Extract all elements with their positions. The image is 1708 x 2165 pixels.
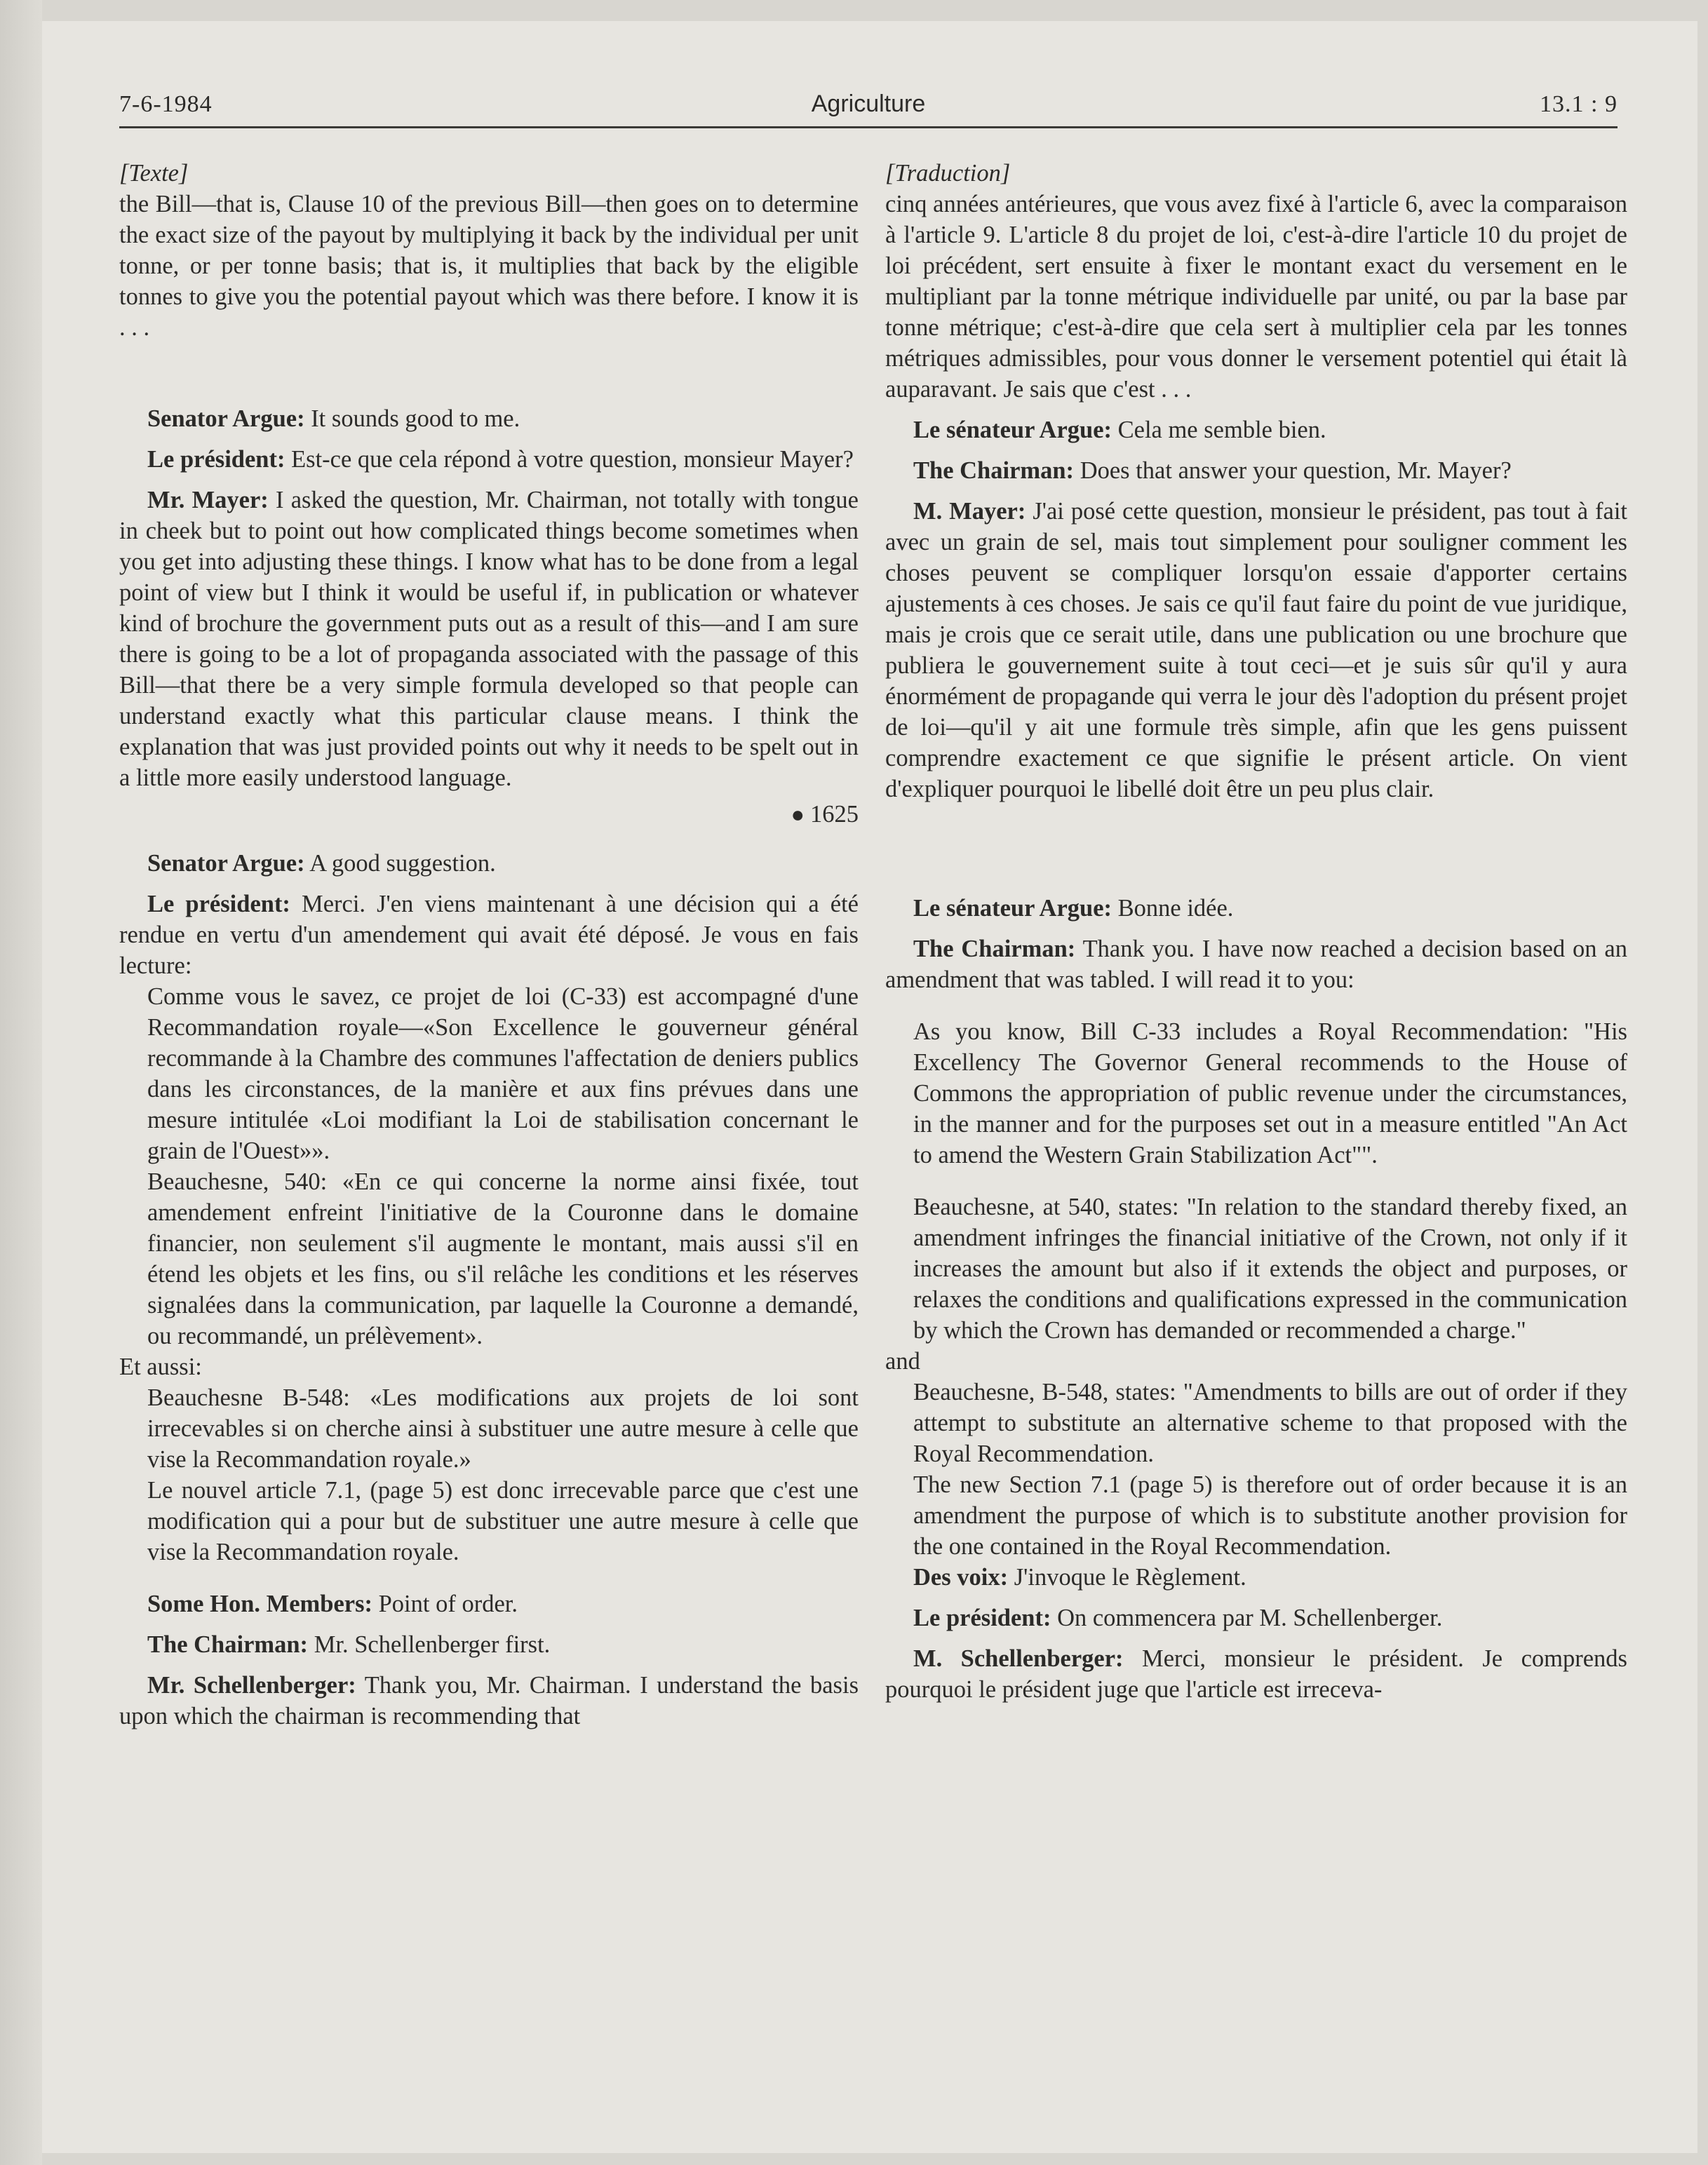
- speech-paragraph: [885, 893, 1627, 924]
- speech-paragraph: [119, 848, 859, 879]
- speaker-name: The Chairman:: [147, 1631, 309, 1658]
- right-column: [885, 158, 1627, 1705]
- time-marker: [119, 799, 859, 830]
- quoted-text: The new Section 7.1 (page 5) is therefore out of order because it is an amendment the purpose of which is to substitute another provision for the one contained in the Royal Recommendation.: [913, 1471, 1627, 1560]
- quoted-text: Beauchesne, 540: «En ce qui concerne la norme ainsi fixée, tout amendement enfreint l'initiative de la Couronne dans le domaine financier, non seulement s'il augmente le montant, mais aussi s'il en étend les objets et les fins, ou s'il relâche les conditions et les réserves signalées dans la communication, par laquelle la Couronne a demandé, ou recommandé, un prélèvement».: [147, 1168, 859, 1349]
- speech-paragraph: [885, 933, 1627, 995]
- speech-paragraph: [885, 496, 1627, 804]
- speech-paragraph: [885, 455, 1627, 486]
- quoted-text: Beauchesne, B-548, states: "Amendments to bills are out of order if they attempt to substitute an alternative scheme to that proposed with the Royal Recommendation.: [913, 1379, 1627, 1467]
- speaker-name: Senator Argue:: [147, 405, 305, 432]
- speech-paragraph: [119, 1629, 859, 1660]
- speaker-name: M. Mayer:: [913, 498, 1026, 525]
- speech-paragraph: [885, 414, 1627, 445]
- section-tag: [Traduction]: [885, 160, 1011, 187]
- quoted-text: Comme vous le savez, ce projet de loi (C-33) est accompagné d'une Recommandation royale—«Son Excellence le gouverneur général recommande à la Chambre des communes l'affectation de deniers publics dans les circonstances, de la manière et aux fins prévues dans une mesure intitulée «Loi modifiant la Loi de stabilisation concernant le grain de l'Ouest»».: [147, 983, 859, 1164]
- speech-paragraph: [119, 403, 859, 434]
- speech-paragraph: [119, 1670, 859, 1732]
- speaker-name: Des voix:: [913, 1564, 1009, 1591]
- speech-text: Est-ce que cela répond à votre question, monsieur Mayer?: [285, 446, 854, 473]
- speaker-name: Le président:: [147, 891, 290, 917]
- speech-text: Mr. Schellenberger first.: [308, 1631, 551, 1658]
- speech-text: J'invoque le Règlement.: [1008, 1564, 1246, 1591]
- paragraph: the Bill—that is, Clause 10 of the previous Bill—then goes on to determine the exact size of the payout by multiplying it back by the individual per unit tonne, or per tonne basis; that is, it multiplies that back by the eligible tonnes to give you the potential payout which was there before. I know it is . . .: [119, 191, 859, 341]
- quoted-text: Beauchesne B-548: «Les modifications aux projets de loi sont irrecevables si on cherche ainsi à substituer une autre mesure à celle que vise la Recommandation royale.»: [147, 1384, 859, 1473]
- header-page-number: 13.1 : 9: [1540, 91, 1618, 117]
- speaker-name: The Chairman:: [913, 936, 1076, 962]
- time-value: 1625: [810, 801, 859, 828]
- speech-paragraph: [119, 485, 859, 793]
- speech-text: It sounds good to me.: [304, 405, 520, 432]
- speech-paragraph: [119, 1589, 859, 1619]
- speech-paragraph: [885, 1643, 1627, 1705]
- speaker-name: Le président:: [147, 446, 285, 473]
- speaker-name: Le président:: [913, 1605, 1051, 1631]
- speech-paragraph: [885, 1603, 1627, 1633]
- paragraph: cinq années antérieures, que vous avez fixé à l'article 6, avec la comparaison à l'article 9. L'article 8 du projet de loi, c'est-à-dire l'article 10 du projet de loi précédent, sert ensuite à fixer le montant exact du versement en le multipliant par la tonne métrique individuelle par unité, ou par la base par tonne métrique; c'est-à-dire que cela sert à multiplier cela par les tonnes métriques admissibles, pour vous donner le versement potentiel qui était là auparavant. Je sais que c'est . . .: [885, 191, 1627, 403]
- header-date: 7-6-1984: [119, 91, 213, 117]
- speech-text: Thank you, Mr. Chairman. I understand the basis upon which the chairman is recommending that: [119, 1672, 859, 1729]
- speech-text: A good suggestion.: [304, 850, 496, 877]
- running-header: [119, 83, 1618, 122]
- speaker-name: The Chairman:: [913, 457, 1075, 484]
- speech-paragraph: [119, 889, 859, 981]
- speech-text: Merci. J'en viens maintenant à une décision qui a été rendue en vertu d'un amendement qui avait été déposé. Je vous en fais lecture:: [119, 891, 859, 979]
- section-tag: [Texte]: [119, 160, 189, 187]
- speech-text: Thank you. I have now reached a decision based on an amendment that was tabled. I will read it to you:: [885, 936, 1627, 993]
- speaker-name: Mr. Schellenberger:: [147, 1672, 356, 1699]
- speaker-name: Senator Argue:: [147, 850, 305, 877]
- speech-text: Does that answer your question, Mr. Mayer?: [1074, 457, 1512, 484]
- speaker-name: Le sénateur Argue:: [913, 895, 1112, 922]
- speech-text: J'ai posé cette question, monsieur le président, pas tout à fait avec un grain de sel, mais tout simplement pour souligner comment les choses peuvent se compliquer lorsqu'on essaie d'apporter certains ajustements à ces choses. Je sais ce qu'il faut faire du point de vue juridique, mais je crois que ce serait utile, dans une publication ou une brochure que publiera le gouvernement suite à tout ceci—et je suis sûr qu'il y aura énormément de propagande qui verra le jour dès l'adoption du présent projet de loi—qu'il y ait une formule très simple, afin que les gens puissent comprendre exactement ce que signifie le présent article. On vient d'expliquer pourquoi le libellé doit être un peu plus clair.: [885, 498, 1627, 802]
- connector-text: Et aussi:: [119, 1354, 202, 1380]
- header-rule: [119, 126, 1618, 128]
- connector-text: and: [885, 1348, 920, 1375]
- quoted-text: As you know, Bill C-33 includes a Royal Recommendation: "His Excellency The Governor General recommends to the House of Commons the appropriation of public revenue under the circumstances, in the manner and for the purposes set out in a measure entitled "An Act to amend the Western Grain Stabilization Act"".: [913, 1018, 1627, 1168]
- speaker-name: M. Schellenberger:: [913, 1645, 1124, 1672]
- speech-text: I asked the question, Mr. Chairman, not totally with tongue in cheek but to point out how complicated things become sometimes when you get into adjusting these things. I know what has to be done from a legal point of view but I think it would be useful if, in publication or whatever kind of brochure the government puts out as a result of this—and I am sure there is going to be a lot of propaganda associated with the passage of this Bill—that there be a very simple formula developed so that people can understand exactly what this particular clause means. I think the explanation that was just provided points out why it needs to be spelt out in a little more easily understood language.: [119, 487, 859, 791]
- speech-text: Merci, monsieur le président. Je comprends pourquoi le président juge que l'article est irreceva-: [885, 1645, 1627, 1703]
- speech-text: On commencera par M. Schellenberger.: [1051, 1605, 1443, 1631]
- speaker-name: Mr. Mayer:: [147, 487, 269, 513]
- left-column: [119, 158, 859, 1732]
- speech-text: Point of order.: [372, 1591, 518, 1617]
- speaker-name: Le sénateur Argue:: [913, 417, 1112, 443]
- header-title: Agriculture: [811, 90, 926, 117]
- speaker-name: Some Hon. Members:: [147, 1591, 372, 1617]
- speech-text: Cela me semble bien.: [1112, 417, 1326, 443]
- speech-paragraph: [885, 1562, 1627, 1593]
- speech-text: Bonne idée.: [1112, 895, 1234, 922]
- bullet-icon: ●: [791, 802, 810, 827]
- page-binding: [0, 0, 42, 2165]
- speech-paragraph: [119, 444, 859, 475]
- quoted-text: Beauchesne, at 540, states: "In relation to the standard thereby fixed, an amendment infringes the financial initiative of the Crown, not only if it increases the amount but also if it extends the object and purposes, or relaxes the conditions and qualifications expressed in the communication by which the Crown has demanded or recommended a charge.": [913, 1194, 1627, 1344]
- quoted-text: Le nouvel article 7.1, (page 5) est donc irrecevable parce que c'est une modification qui a pour but de substituer une autre mesure à celle que vise la Recommandation royale.: [147, 1477, 859, 1565]
